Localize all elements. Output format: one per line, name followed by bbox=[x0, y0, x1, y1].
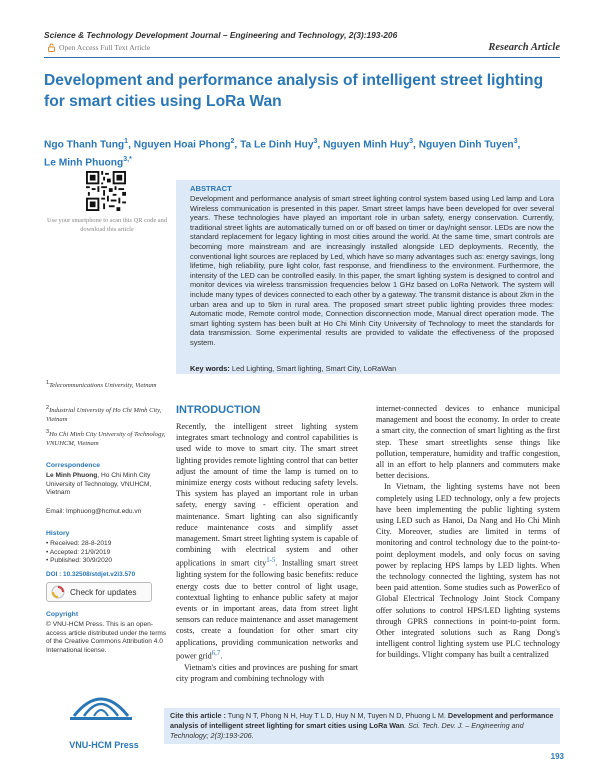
intro-text: . Installing smart street lighting system for the following basic benefits: reduce energy costs due to better control of light usage, contextual lighting to enhance public safety at major events or in important areas, data from street light sensors can reduce maintenance and asset management costs, create a foundation for other smart city applications, providing communication networks and power grid bbox=[176, 559, 358, 661]
history-published: • Published: 30/9/2020 bbox=[46, 557, 113, 565]
vnu-hcm-press-logo bbox=[66, 686, 136, 726]
citation-text bbox=[170, 711, 554, 740]
author-name[interactable]: Ta Le Dinh Huy bbox=[240, 139, 314, 151]
publisher-name: VNU-HCM Press bbox=[69, 740, 139, 750]
author-name[interactable]: Nguyen Dinh Tuyen bbox=[418, 139, 514, 151]
abstract-heading: ABSTRACT bbox=[190, 184, 232, 193]
intro-paragraph: Vietnam's cities and provinces are pushing for smart city program and combining technology with bbox=[176, 662, 358, 683]
intro-paragraph bbox=[176, 421, 358, 662]
keywords bbox=[190, 364, 554, 373]
open-lock-icon bbox=[48, 43, 55, 52]
check-for-updates-button[interactable] bbox=[46, 582, 152, 602]
citation-source: . Sci. Tech. Dev. J. – Engineering and Technology; 2(3):193-206. bbox=[170, 720, 524, 740]
history-accepted: • Accepted: 21/9/2019 bbox=[46, 548, 111, 556]
citation-ref[interactable]: 1-5 bbox=[266, 557, 276, 565]
history-heading: History bbox=[46, 530, 70, 537]
author-sup: 3 bbox=[513, 138, 518, 145]
open-access-label bbox=[48, 43, 150, 52]
aff-sup: 1 bbox=[46, 380, 50, 386]
article-title: Development and performance analysis of intelligent street lighting for smart cities using LoRa Wan bbox=[44, 72, 544, 110]
affiliation-3 bbox=[46, 428, 170, 448]
history-received: • Received: 28-8-2019 bbox=[46, 540, 112, 547]
open-access-text: Open Access Full Text Article bbox=[59, 43, 151, 52]
history-list bbox=[46, 540, 170, 566]
citation-authors: Tung N T, Phong N H, Huy T L D, Huy N M, Tuyen N D, Phuong L M. bbox=[225, 711, 448, 720]
keywords-label: Key words: bbox=[190, 364, 230, 373]
author-sup: 3 bbox=[313, 138, 318, 145]
aff-text: Industrial University of Ho Chi Minh City, Vietnam bbox=[46, 407, 162, 423]
author-list bbox=[44, 134, 556, 171]
author-name[interactable]: Nguyen Hoai Phong bbox=[133, 139, 231, 151]
copyright-text: © VNU-HCM Press. This is an open-access article distributed under the terms of the Creative Commons Attribution 4.0 International license. bbox=[46, 621, 167, 654]
affiliation-1 bbox=[46, 379, 170, 391]
correspondence-details bbox=[46, 472, 170, 498]
qr-code-icon[interactable] bbox=[86, 171, 126, 211]
intro-text: Recently, the intelligent street lighting system integrates smart technology and control capabilities is used wide to move to smart city. The smart street lighting provides remote lighting control that can better adjust the amount of time the lamp is turned on to minimize energy costs without reducing safety levels. This system has played an important role in urban safety, energy saving - efficient operation and maintenance. Smart lighting can also significantly reduce maintenance costs and simplify asset management. Smart street lighting system is capable of combining with electrical system and other applications in smart city bbox=[176, 422, 358, 569]
author-line-2 bbox=[44, 152, 556, 170]
abstract-body: Development and performance analysis of smart street lighting control system based using Led lamp and Lora Wireless communication is presented in this paper. Smart street lamps have been developed for over several years. These technologies have played an important role in urban safety, energy conservation. Currently, traditional street lights are automatically turned on or off based on timer or day/night sensor. LEDs are now the standard replacement for legacy lighting in most cities around the world. At the same time, smart controls are becoming more mainstream and are increasingly installed alongside LED deployments. Recently, the conventional light sources are replaced by Led, which have so many advantages such as: energy savings, long lifetime, high reliability, pure light color, fast response, and friendliness to the environment. Furthermore, the intensity of the LED can be controlled easily. In this paper, the smart lighting system is designed to control and monitor devices via wireless transmission frequencies below 1 GHz based on LoRa Network. The system will include many types of devices connected to each other by a gateway. The transmit distance is about 2km in the urban area and up to 5km in rural area. The proposed smart street public lighting provides three modes: Automatic mode, Remote control mode, Connection disconnection mode, Manual direct operation mode. The smart lighting system has been built at Ho Chi Minh City University of Technology to meet the standards for data transmission. Some experimental results are provided to validate the effectiveness of the proposed system. bbox=[190, 194, 554, 347]
author-name[interactable]: Nguyen Minh Huy bbox=[323, 139, 410, 151]
corr-affiliation: , Ho Chi Minh City University of Technology, VNUHCM, Vietnam bbox=[46, 472, 152, 497]
citation-ref[interactable]: 6,7 bbox=[211, 649, 221, 657]
corr-name: Le Minh Phuong bbox=[46, 472, 98, 479]
header-divider bbox=[44, 57, 560, 58]
doi-link[interactable]: DOI : 10.32508/stdjet.v2i3.570 bbox=[46, 571, 136, 578]
check-updates-icon bbox=[51, 585, 65, 599]
journal-header: Science & Technology Development Journal – Engineering and Technology, 2(3):193-206 bbox=[44, 30, 398, 40]
author-sup: 3 bbox=[409, 138, 414, 145]
intro-paragraph: In Vietnam, the lighting systems have not been completely using LED technology, only a few projects have been implementing the public lighting system using LED such as Hanoi, Da Nang and Ho Chi Minh City. Moreover, studies are limited in terms of monitoring and control technology due to the point-to-point deployment models, and only focus on saving power by replacing HPS lamps by LED lights. When the technology connected the lighting, system has not been paid attention. Some studies such as PowerEco of Global Electrical Technology Joint Stock Company offer solutions to control HPS/LED lighting systems through GPRS connections in point-to-point form. Other integrated solutions such as Rang Dong's intelligent control lighting system use PLC technology for buildings. Vlight company has built a centralized bbox=[376, 482, 560, 660]
author-sup: 3,* bbox=[123, 156, 132, 164]
author-sup: 2 bbox=[230, 138, 235, 145]
aff-sup: 2 bbox=[46, 405, 50, 411]
qr-caption: Use your smartphone to scan this QR code and download this article bbox=[47, 217, 167, 233]
introduction-column-1 bbox=[176, 421, 358, 700]
author-name[interactable]: Ngo Thanh Tung bbox=[44, 139, 125, 151]
aff-text: Telecommunications University, Vietnam bbox=[49, 382, 157, 390]
citation-title: Development and performance analysis of intelligent street lighting for smart cities using LoRa Wan bbox=[170, 711, 554, 730]
introduction-heading: INTRODUCTION bbox=[176, 404, 261, 416]
affiliation-2 bbox=[46, 404, 170, 424]
intro-text: . bbox=[220, 651, 223, 661]
page-number: 193 bbox=[550, 752, 564, 761]
correspondence-email[interactable]: Email: lmphuong@hcmut.edu.vn bbox=[46, 508, 142, 515]
aff-sup: 3 bbox=[46, 429, 50, 435]
introduction-column-2 bbox=[376, 403, 560, 700]
correspondence-heading: Correspondence bbox=[46, 462, 101, 469]
check-updates-label: Check for updates bbox=[70, 587, 137, 597]
keywords-list: Led Lighting, Smart lighting, Smart City, LoRaWan bbox=[231, 364, 397, 373]
intro-paragraph: internet-connected devices to enhance municipal management and boost the economy. In order to create a smart city, the connection of smart lighting as the first step. These smart streetlights sense things like pollution, temperature, humidity and traffic congestion, all in an effort to help planners and commuters make better decisions. bbox=[376, 404, 560, 481]
author-sup: 1 bbox=[124, 138, 129, 145]
aff-text: Ho Chi Minh City University of Technology, VNUHCM, Vietnam bbox=[46, 431, 166, 447]
copyright-heading: Copyright bbox=[46, 611, 79, 618]
author-name[interactable]: Le Minh Phuong bbox=[44, 157, 124, 169]
article-type: Research Article bbox=[488, 42, 560, 53]
citation-label: Cite this article : bbox=[170, 711, 226, 720]
author-line-1: Ngo Thanh Tung$^1$, Nguyen Hoai Phong$^2$, Ta Le Dinh Huy$^3$, Nguyen Minh Huy$^3$, Nguyen Dinh Tuyen$^3$, bbox=[44, 138, 521, 151]
